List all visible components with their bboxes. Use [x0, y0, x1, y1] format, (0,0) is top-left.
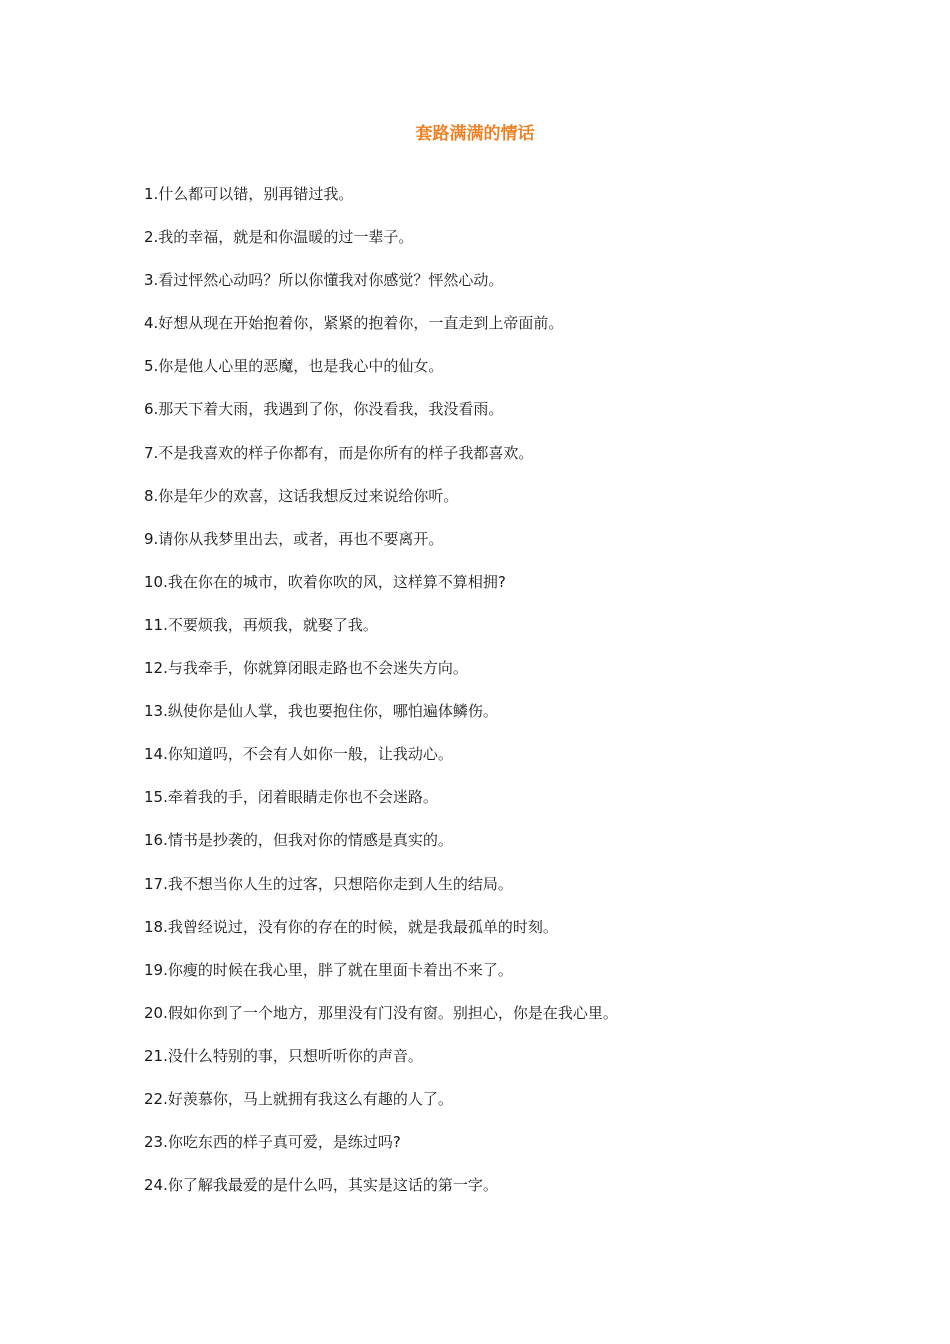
list-item: 21.没什么特别的事，只想听听你的声音。: [144, 1046, 423, 1065]
list-item: 19.你瘦的时候在我心里，胖了就在里面卡着出不来了。: [144, 960, 513, 979]
list-item: 17.我不想当你人生的过客，只想陪你走到人生的结局。: [144, 874, 513, 893]
list-item: 22.好羡慕你，马上就拥有我这么有趣的人了。: [144, 1089, 453, 1108]
list-item: 15.牵着我的手，闭着眼睛走你也不会迷路。: [144, 788, 438, 807]
list-item: 20.假如你到了一个地方，那里没有门没有窗。别担心，你是在我心里。: [144, 1003, 618, 1022]
list-item: 10.我在你在的城市，吹着你吹的风，这样算不算相拥?: [144, 572, 506, 591]
list-item: 9.请你从我梦里出去，或者，再也不要离开。: [144, 529, 444, 548]
list-item: 3.看过怦然心动吗？所以你懂我对你感觉？怦然心动。: [144, 271, 504, 290]
list-item: 12.与我牵手，你就算闭眼走路也不会迷失方向。: [144, 659, 468, 678]
list-item: 5.你是他人心里的恶魔，也是我心中的仙女。: [144, 357, 444, 376]
love-lines-list: [144, 181, 844, 1215]
list-item: 13.纵使你是仙人掌，我也要抱住你，哪怕遍体鳞伤。: [144, 702, 498, 721]
list-item: 8.你是年少的欢喜，这话我想反过来说给你听。: [144, 486, 459, 505]
document-title: 套路满满的情话: [415, 124, 535, 144]
list-item: 7.不是我喜欢的样子你都有，而是你所有的样子我都喜欢。: [144, 443, 534, 462]
list-item: 11.不要烦我，再烦我，就娶了我。: [144, 615, 378, 634]
list-item: 16.情书是抄袭的，但我对你的情感是真实的。: [144, 831, 453, 850]
list-item: 23.你吃东西的样子真可爱，是练过吗?: [144, 1133, 401, 1152]
list-item: 6.那天下着大雨，我遇到了你，你没看我，我没看雨。: [144, 400, 504, 419]
list-item: 24.你了解我最爱的是什么吗，其实是这话的第一字。: [144, 1176, 498, 1195]
list-item: 18.我曾经说过，没有你的存在的时候，就是我最孤单的时刻。: [144, 917, 558, 936]
list-item: 14.你知道吗，不会有人如你一般，让我动心。: [144, 745, 453, 764]
list-item: 2.我的幸福，就是和你温暖的过一辈子。: [144, 228, 414, 247]
list-item: 1.什么都可以错，别再错过我。: [144, 185, 354, 203]
list-item: 4.好想从现在开始抱着你，紧紧的抱着你，一直走到上帝面前。: [144, 314, 564, 333]
